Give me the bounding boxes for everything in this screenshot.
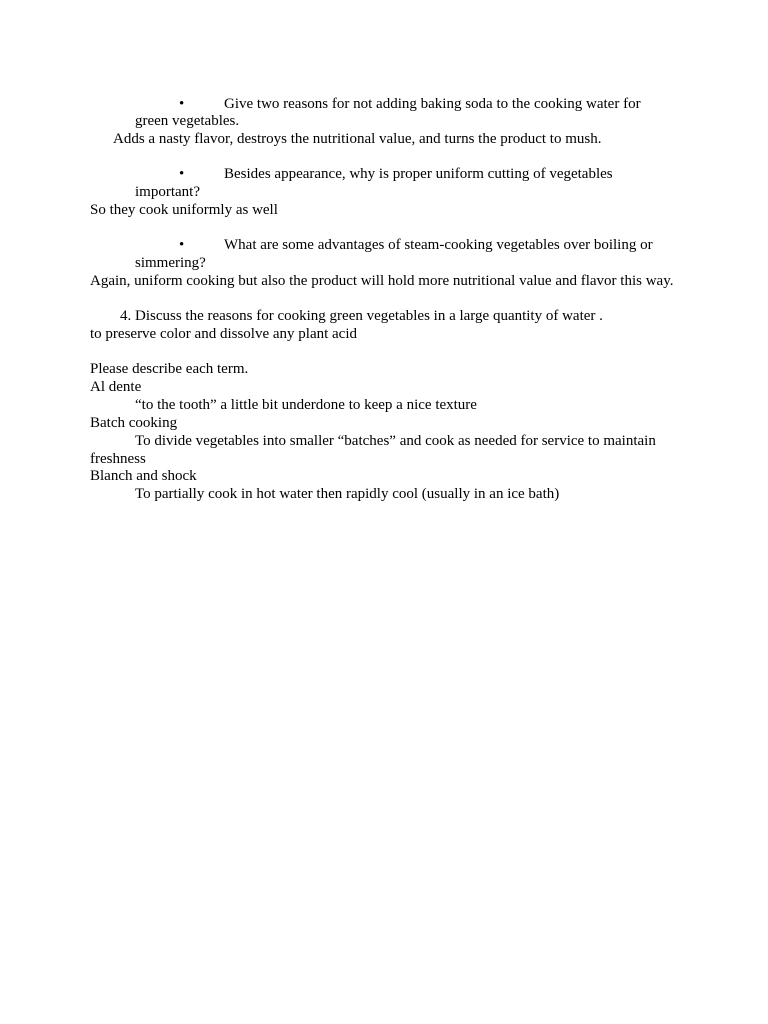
question-2-line-2: important? [135,184,200,200]
question-1-line-2: green vegetables. [135,113,240,129]
question-3-line-1: What are some advantages of steam-cooking vegetables over boiling or [224,237,653,253]
question-4: 4. Discuss the reasons for cooking green vegetables in a large quantity of water . [120,308,603,324]
definition-batch-cooking-line-2: freshness [90,451,146,467]
answer-4: to preserve color and dissolve any plant acid [90,326,357,342]
definition-blanch-and-shock: To partially cook in hot water then rapidly cool (usually in an ice bath) [135,486,560,502]
bullet-1: • [179,96,185,112]
term-blanch-and-shock: Blanch and shock [90,468,197,484]
terms-prompt: Please describe each term. [90,361,249,377]
bullet-3: • [179,237,185,253]
bullet-2: • [179,166,185,182]
question-3-line-2: simmering? [135,255,206,271]
term-batch-cooking: Batch cooking [90,415,178,431]
answer-3: Again, uniform cooking but also the product will hold more nutritional value and flavor this way. [90,273,674,289]
question-2-line-1: Besides appearance, why is proper uniform cutting of vegetables [224,166,613,182]
question-1-line-1: Give two reasons for not adding baking soda to the cooking water for [224,96,641,112]
term-al-dente: Al dente [90,379,142,395]
definition-al-dente: “to the tooth” a little bit underdone to keep a nice texture [135,397,477,413]
definition-batch-cooking-line-1: To divide vegetables into smaller “batches” and cook as needed for service to maintain [135,433,656,449]
answer-1: Adds a nasty flavor, destroys the nutritional value, and turns the product to mush. [113,131,602,147]
answer-2: So they cook uniformly as well [90,202,278,218]
